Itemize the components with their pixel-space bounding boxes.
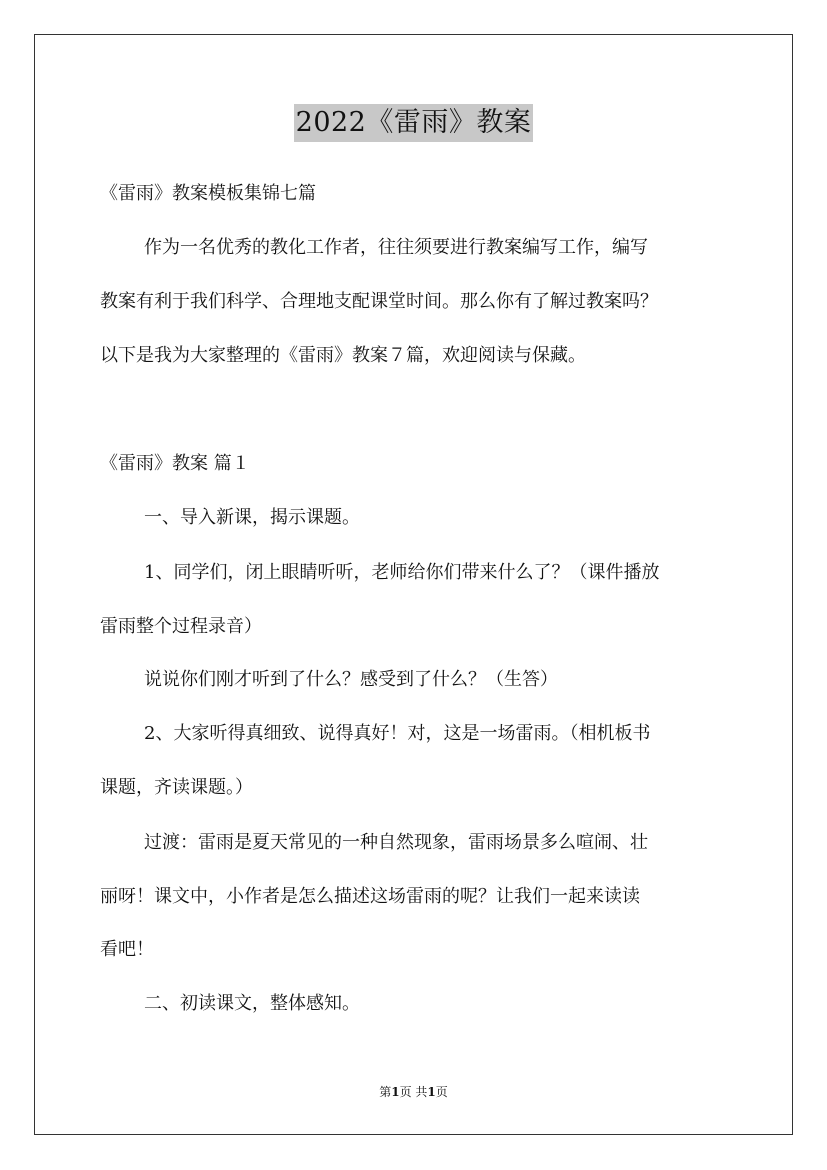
section-heading: 《雷雨》教案 篇１: [100, 453, 250, 474]
page-footer: [0, 1083, 827, 1101]
footer-suffix: 页: [435, 1085, 448, 1099]
body-line-5: 2、大家听得真细致、说得真好！对，这是一场雷雨。（相机板书: [144, 723, 651, 744]
document-subtitle: 《雷雨》教案模板集锦七篇: [100, 183, 316, 204]
intro-line-1: 作为一名优秀的教化工作者，往往须要进行教案编写工作，编写: [144, 237, 648, 258]
footer-middle: 页 共: [399, 1085, 428, 1099]
body-line-1: 一、导入新课，揭示课题。: [144, 507, 360, 528]
footer-prefix: 第: [379, 1085, 392, 1099]
body-line-7: 过渡：雷雨是夏天常见的一种自然现象，雷雨场景多么喧闹、壮: [144, 832, 648, 853]
footer-total-pages: 1: [427, 1085, 436, 1099]
body-line-8: 丽呀！课文中，小作者是怎么描述这场雷雨的呢？让我们一起来读读: [100, 886, 640, 907]
body-line-6: 课题，齐读课题。）: [100, 777, 253, 798]
document-title: 2022《雷雨》教案: [294, 104, 534, 142]
title-container: [0, 104, 827, 142]
body-line-10: 二、初读课文，整体感知。: [144, 993, 360, 1014]
body-line-4: 说说你们刚才听到了什么？感受到了什么？（生答）: [144, 669, 558, 690]
footer-page-number: 1: [391, 1085, 400, 1099]
intro-line-2: 教案有利于我们科学、合理地支配课堂时间。那么你有了解过教案吗？: [100, 291, 658, 312]
body-line-2: 1、同学们，闭上眼睛听听，老师给你们带来什么了？（课件播放: [144, 562, 660, 583]
intro-line-3: 以下是我为大家整理的《雷雨》教案７篇，欢迎阅读与保藏。: [100, 345, 586, 366]
body-line-3: 雷雨整个过程录音）: [100, 616, 262, 637]
body-line-9: 看吧！: [100, 939, 154, 960]
